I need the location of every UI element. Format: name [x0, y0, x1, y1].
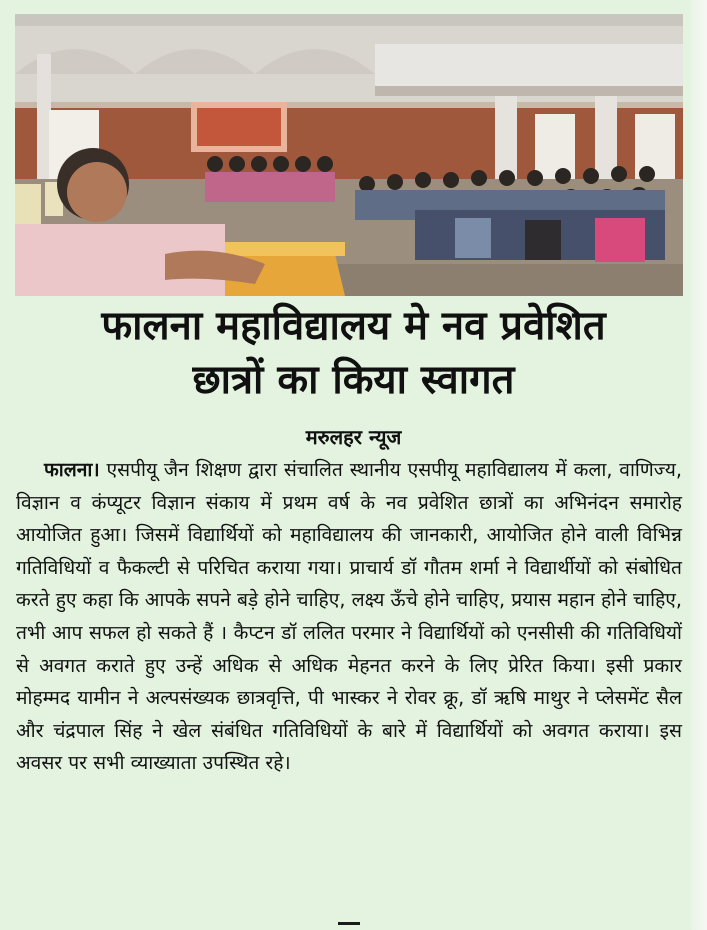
event-photo-illustration — [15, 14, 683, 296]
byline: मरुलहर न्यूज — [305, 425, 402, 449]
dateline-place: फालना। — [44, 458, 100, 481]
event-photo — [15, 14, 683, 296]
article-body — [16, 454, 682, 780]
page-edge — [691, 0, 707, 930]
headline-line-2: छात्रों का किया स्वागत — [192, 357, 515, 403]
column-end-mark — [338, 922, 360, 925]
headline-line-1: फालना महाविद्यालय मे नव प्रवेशित — [101, 303, 606, 349]
article-text: एसपीयू जैन शिक्षण द्वारा संचालित स्थानीय एसपीयू महाविद्यालय में कला, वाणिज्य, विज्ञान व कंप्यूटर विज्ञान संकाय में प्रथम वर्ष के नव प्रवेशित छात्रों का अभिनंदन समारोह आयोजित हुआ। जिसमें विद्यार्थियों को महाविद्यालय की जानकारी, आयोजित होने वाली विभिन्न गतिविधियों व फैकल्टी से परिचित कराया गया। प्राचार्य डॉ गौतम शर्मा ने विद्यार्थीयों को संबोधित करते हुए कहा कि आपके सपने बड़े होने चाहिए, लक्ष्य ऊँचे होने चाहिए, प्रयास महान होने चाहिए, तभी आप सफल हो सकते हैं । कैप्टन डॉ ललित परमार ने विद्यार्थियों को एनसीसी की गतिविधियों से अवगत कराते हुए उन्हें अधिक से अधिक मेहनत करने के लिए प्रेरित किया। इसी प्रकार मोहम्मद यामीन ने अल्पसंख्यक छात्रवृत्ति, पी भास्कर ने रोवर क्रू, डॉ ऋषि माथुर ने प्लेसमेंट सैल और चंद्रपाल सिंह ने खेल संबंधित गतिविधियों के बारे में विद्यार्थियों को अवगत कराया। इस अवसर पर सभी व्याख्याता उपस्थित रहे। — [16, 458, 682, 775]
